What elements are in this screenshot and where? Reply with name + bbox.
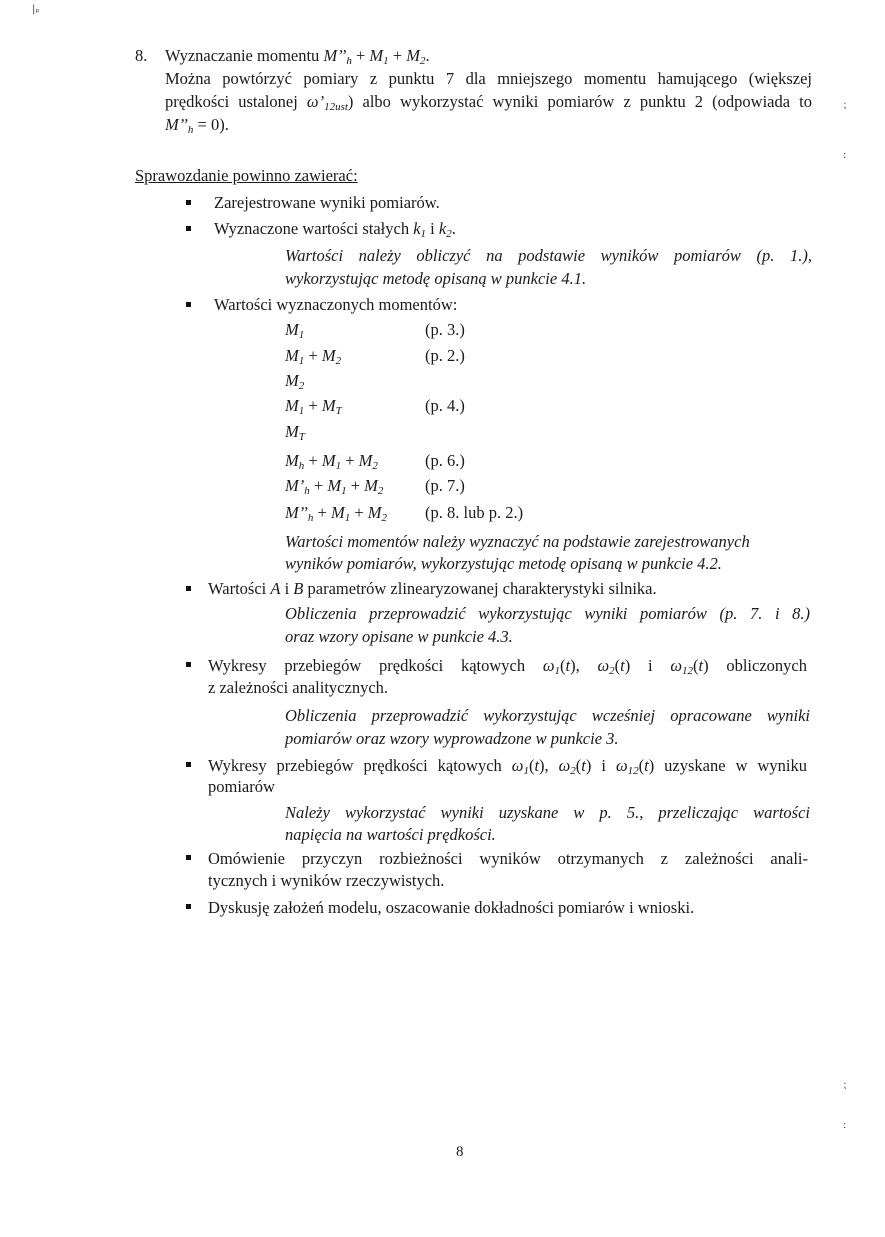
text-segment: + — [309, 476, 328, 495]
text-segment: M — [406, 46, 420, 65]
subscript-text: T — [298, 431, 305, 443]
bullet-icon — [186, 855, 191, 860]
text-segment: Omówienie przyczyn rozbieżności wyników otrzymanych z zależności anali- — [208, 849, 808, 868]
moment-ref — [425, 476, 465, 496]
bullet-icon — [186, 586, 191, 591]
subscript-text: 2 — [419, 55, 426, 67]
moment-name — [285, 476, 383, 496]
text-segment: M’ — [285, 476, 305, 495]
moment-name — [285, 422, 305, 442]
text-segment: Wartości należy obliczyć na podstawie wyników pomiarów (p. 1.), — [285, 246, 812, 265]
moment-ref — [425, 320, 465, 340]
subscript-text: 12 — [682, 665, 693, 677]
text-segment: ), — [570, 656, 598, 675]
text-segment: M’’ — [285, 503, 308, 522]
text-segment: pomiarów oraz wzory wyprowadzone w punkcie 3. — [285, 729, 619, 748]
text-segment: ω — [615, 756, 628, 775]
bullet-icon — [186, 302, 191, 307]
text-segment: + — [388, 46, 407, 65]
subscript-text: 1 — [554, 665, 561, 677]
text-segment: t — [565, 656, 571, 675]
scan-mark: |ₚ — [32, 4, 40, 15]
subscript-text: 12 — [627, 765, 639, 777]
moment-name — [285, 503, 387, 523]
subscript-text: 1 — [344, 512, 351, 524]
list-note — [285, 729, 619, 749]
text-segment: M — [321, 451, 336, 470]
paragraph-line — [165, 115, 229, 135]
text-segment: Wykresy przebiegów prędkości kątowych — [208, 756, 512, 775]
text-segment: B — [293, 579, 304, 598]
text-segment: + — [351, 46, 370, 65]
text-segment: Wartości — [208, 579, 271, 598]
text-segment: M — [369, 46, 384, 65]
list-note — [285, 269, 586, 289]
moment-name — [285, 396, 342, 416]
section-heading — [165, 46, 430, 66]
text-segment: Wyznaczanie momentu — [165, 46, 324, 65]
moment-ref — [425, 396, 465, 416]
list-item — [208, 871, 444, 891]
text-segment: Wartości momentów należy wyznaczyć na podstawie zarejestrowanych — [285, 532, 750, 551]
subscript-text: 2 — [372, 460, 378, 472]
moment-name — [285, 371, 304, 391]
text-segment: + — [346, 476, 365, 495]
moment-name — [285, 451, 378, 471]
text-segment: Można powtórzyć pomiary z punktu 7 dla mniejszego momentu hamującego (większej — [165, 69, 812, 88]
text-segment: M — [285, 346, 299, 365]
bullet-icon — [186, 762, 191, 767]
subscript-text: 1 — [298, 355, 305, 367]
list-item — [208, 849, 808, 869]
text-segment: M — [285, 422, 299, 441]
text-segment: Dyskusję założeń modelu, oszacowanie dokładności pomiarów i wnioski. — [208, 898, 695, 917]
text-segment: (p. 2.) — [425, 346, 465, 365]
text-segment: ω — [670, 656, 682, 675]
bullet-icon — [186, 226, 191, 231]
bullet-icon — [186, 200, 191, 205]
scan-mark: ⁏ — [843, 1080, 847, 1091]
list-item — [208, 579, 657, 599]
section-number — [135, 46, 147, 66]
text-segment: (p. 3.) — [425, 320, 465, 339]
paragraph-line — [165, 69, 812, 89]
text-segment: ) i — [624, 656, 671, 675]
text-segment: + — [313, 503, 331, 522]
list-item — [214, 219, 456, 239]
text-segment: M — [367, 503, 382, 522]
text-segment: M — [330, 503, 345, 522]
subscript-text: 2 — [298, 380, 305, 392]
bullet-icon — [186, 904, 191, 909]
list-note — [285, 627, 513, 647]
text-segment: M’’ — [323, 46, 347, 65]
text-segment: t — [534, 756, 540, 775]
text-segment: Należy wykorzystać wyniki uzyskane w p. 5., przeliczając wartości — [285, 803, 810, 822]
scan-mark: : — [843, 150, 847, 161]
list-item — [214, 295, 457, 315]
text-segment: k — [413, 219, 421, 238]
text-segment: . — [425, 46, 430, 65]
text-segment: t — [644, 756, 649, 775]
text-segment: Sprawozdanie powinno zawierać: — [135, 166, 358, 185]
text-segment: ω — [558, 756, 571, 775]
report-heading — [135, 166, 358, 186]
text-segment: M — [321, 346, 336, 365]
text-segment: parametrów zlinearyzowanej charakterystyki silnika. — [303, 579, 657, 598]
subscript-text: h — [304, 485, 310, 497]
text-segment: (p. 4.) — [425, 396, 465, 415]
subscript-text: 1 — [383, 55, 389, 67]
moment-name — [285, 346, 341, 366]
text-segment: pomiarów — [208, 777, 275, 796]
text-segment: ( — [638, 756, 645, 775]
text-segment: (p. 6.) — [425, 451, 465, 470]
text-segment: M — [285, 371, 299, 390]
subscript-text: 2 — [446, 228, 452, 240]
text-segment: (p. 7.) — [425, 476, 465, 495]
subscript-text: T — [335, 405, 342, 417]
list-note — [285, 532, 750, 552]
list-item — [214, 193, 440, 213]
text-segment: M — [321, 396, 336, 415]
text-segment: wyników pomiarów, wykorzystując metodę opisaną w punkcie 4.2. — [285, 554, 722, 573]
subscript-text: 2 — [609, 665, 615, 677]
text-segment: M — [285, 396, 299, 415]
subscript-text: 1 — [341, 485, 347, 497]
text-segment: ), — [539, 756, 559, 775]
subscript-text: 1 — [523, 765, 529, 777]
scan-mark: ⁏ — [843, 100, 847, 111]
text-segment: ) i — [585, 756, 616, 775]
text-segment: M — [364, 476, 378, 495]
text-segment: napięcia na wartości prędkości. — [285, 825, 496, 844]
text-segment: Wyznaczone wartości stałych — [214, 219, 414, 238]
moment-ref — [425, 451, 465, 471]
list-note — [285, 803, 810, 823]
moment-ref — [425, 503, 523, 523]
text-segment: t — [620, 656, 625, 675]
subscript-text: h — [187, 124, 194, 136]
list-note — [285, 604, 810, 624]
text-segment: ( — [528, 756, 535, 775]
text-segment: i — [426, 219, 439, 238]
subscript-text: h — [298, 460, 305, 472]
text-segment: Wartości wyznaczonych momentów: — [214, 295, 458, 314]
subscript-text: 1 — [420, 228, 427, 240]
list-item — [208, 898, 694, 918]
text-segment: + — [341, 451, 359, 470]
subscript-text: h — [346, 55, 352, 67]
text-segment: M’’ — [165, 115, 188, 134]
list-note — [285, 554, 722, 574]
text-segment: ω’ — [306, 92, 325, 111]
text-segment: Obliczenia przeprowadzić wykorzystując wcześniej opracowane wyniki — [285, 706, 810, 725]
text-segment: ( — [560, 656, 566, 675]
text-segment: + — [304, 346, 322, 365]
text-segment: tycznych i wyników rzeczywistych. — [208, 871, 445, 890]
text-segment: t — [581, 756, 586, 775]
text-segment: A — [270, 579, 281, 598]
text-segment: ( — [575, 756, 582, 775]
subscript-text: 1 — [298, 405, 305, 417]
text-segment: prędkości ustalonej — [165, 92, 307, 111]
bullet-icon — [186, 662, 191, 667]
text-segment: M — [285, 451, 299, 470]
text-segment: ) albo wykorzystać wyniki pomiarów z punktu 2 (odpowiada to — [347, 92, 812, 111]
subscript-text: 1 — [335, 460, 342, 472]
scan-mark: : — [843, 1120, 847, 1131]
text-segment: Wykresy przebiegów prędkości kątowych — [208, 656, 543, 675]
list-item — [208, 678, 388, 698]
text-segment: (p. 8. lub p. 2.) — [425, 503, 524, 522]
moment-name — [285, 320, 304, 340]
text-segment: ω — [542, 656, 555, 675]
subscript-text: 2 — [377, 485, 384, 497]
subscript-text: 1 — [298, 329, 305, 341]
text-segment: ) obliczonych — [703, 656, 807, 675]
moment-ref — [425, 346, 465, 366]
subscript-text: 2 — [335, 355, 342, 367]
text-segment: M — [358, 451, 373, 470]
list-note — [285, 246, 812, 266]
text-segment: ( — [693, 656, 699, 675]
text-segment: oraz wzory opisane w punkcie 4.3. — [285, 627, 513, 646]
text-segment: ) uzyskane w wyniku — [648, 756, 807, 775]
text-segment: + — [304, 451, 322, 470]
text-segment: ω — [597, 656, 610, 675]
list-note — [285, 706, 810, 726]
text-segment: 8. — [135, 46, 148, 65]
text-segment: i — [280, 579, 294, 598]
text-segment: k — [438, 219, 447, 238]
text-segment: + — [304, 396, 322, 415]
list-item — [208, 756, 807, 776]
subscript-text: h — [307, 512, 314, 524]
page-number: 8 — [456, 1144, 464, 1160]
list-item — [208, 656, 807, 676]
text-segment: M — [285, 320, 299, 339]
text-segment: Obliczenia przeprowadzić wykorzystując wyniki pomiarów (p. 7. i 8.) — [285, 604, 810, 623]
text-segment: wykorzystując metodę opisaną w punkcie 4.1. — [285, 269, 587, 288]
text-segment: t — [698, 656, 704, 675]
text-segment: Zarejestrowane wyniki pomiarów. — [214, 193, 440, 212]
list-item — [208, 777, 275, 797]
subscript-text: 2 — [570, 765, 576, 777]
text-segment: + — [350, 503, 368, 522]
text-segment: ω — [511, 756, 524, 775]
subscript-text: 2 — [381, 512, 388, 524]
subscript-text: 12ust — [324, 101, 348, 113]
text-segment: . — [451, 219, 456, 238]
paragraph-line — [165, 92, 812, 112]
text-segment: M — [327, 476, 342, 495]
text-segment: z zależności analitycznych. — [208, 678, 389, 697]
text-segment: ( — [614, 656, 621, 675]
list-note — [285, 825, 496, 845]
text-segment: = 0). — [193, 115, 229, 134]
